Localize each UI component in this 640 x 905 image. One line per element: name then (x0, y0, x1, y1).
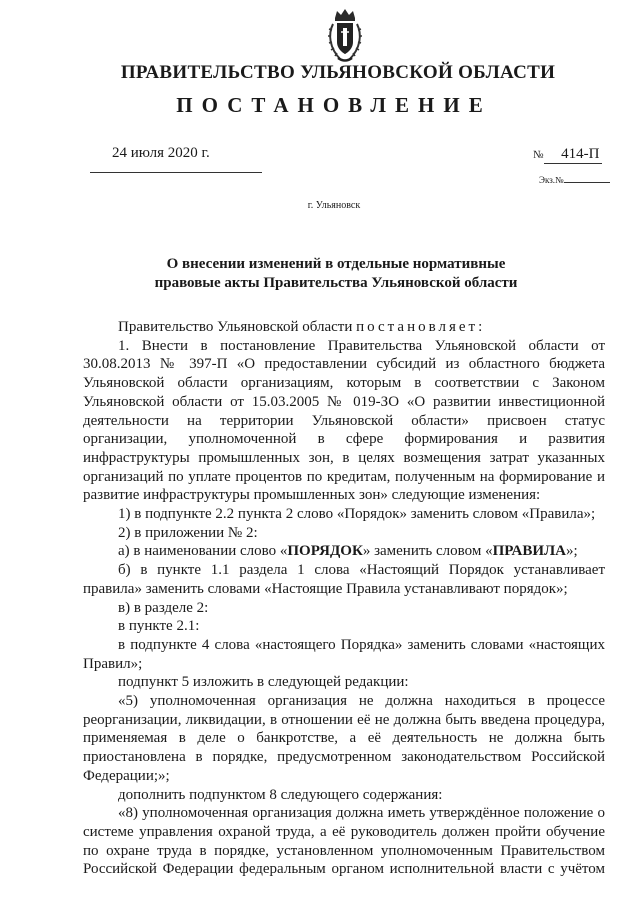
paragraph-subpoint-5-intro: подпункт 5 изложить в следующей редакции: (118, 674, 409, 691)
date-underline (90, 172, 262, 173)
decree-number: 414-П (544, 146, 602, 164)
copy-number-line (564, 182, 610, 183)
decree-body (83, 318, 605, 879)
city-name: г. Ульяновск (307, 200, 361, 211)
paragraph-subpoint-5-text: «5) уполномоченная организация не должна находиться в процессе реорганизации, ликвидации, в отношении её не должна быть введена процедура, применяемая в деле о банкротстве, а её деятельность не должна быть приостановлена в порядке, предусмотренном законодательством Российской Федерации;»; (83, 693, 605, 784)
decree-date: 24 июля 2020 г. (112, 145, 210, 161)
paragraph-letter-a: а) в наименовании слово «ПОРЯДОК» заменить словом «ПРАВИЛА»; (118, 543, 578, 560)
subject-line-1: О внесении изменений в отдельные нормативные (166, 256, 506, 272)
decree-subject (16, 255, 640, 293)
word-pravila: ПРАВИЛА (492, 543, 567, 560)
decree-verb: постановляет: (356, 319, 486, 335)
paragraph-subitem-1: 1) в подпункте 2.2 пункта 2 слово «Порядок» заменить словом «Правила»; (118, 506, 596, 523)
copy-number-block (539, 175, 610, 185)
copy-number-label: Экз.№ (539, 175, 564, 185)
number-sign: № (533, 149, 544, 161)
paragraph-point-2-1: в пункте 2.1: (118, 618, 200, 635)
paragraph-subpoint-8-text: «8) уполномоченная организация должна иметь утверждённое положение о системе управления охраной труда, а её руководитель должен пройти обучение по охране труда в порядке, установленном уполномоченным Правительством Российской Федерации федеральным органом исполнительной власти с учётом (83, 805, 605, 878)
coat-of-arms-icon (327, 8, 363, 64)
word-poryadok: ПОРЯДОК (287, 543, 363, 560)
government-title: ПРАВИТЕЛЬСТВО УЛЬЯНОВСКОЙ ОБЛАСТИ (120, 62, 556, 83)
paragraph-subpoint-4: в подпункте 4 слова «настоящего Порядка» заменить словами «настоящих Правил»; (83, 636, 605, 672)
paragraph-preamble: Правительство Ульяновской области постановляет: (118, 319, 486, 335)
paragraph-subitem-2: 2) в приложении № 2: (118, 524, 258, 541)
paragraph-item-1: 1. Внести в постановление Правительства Ульяновской области от 30.08.2013 № 397-П «О предоставлении субсидий из областного бюджета Ульяновской области организациям, которым в соответствии с Законом Ульяновской области от 15.03.2005 № 019-ЗО «О развитии инвестиционной деятельности на территории Ульяновской области» присвоен статус организации, уполномоченной в сфере формирования и развития инфраструктуры промышленных зон, в целях возмещения затрат указанных организаций по уплате процентов по кредитам, полученным на формирование и развитие инфраструктуры промышленных зон» следующие изменения: (83, 337, 605, 504)
paragraph-subpoint-8-intro: дополнить подпунктом 8 следующего содержания: (118, 786, 443, 803)
subject-line-2: правовые акты Правительства Ульяновской области (154, 275, 518, 291)
decree-number-block (533, 146, 602, 164)
document-type-title: ПОСТАНОВЛЕНИЕ (176, 93, 492, 117)
paragraph-letter-b: б) в пункте 1.1 раздела 1 слова «Настоящий Порядок устанавливает правила» заменить словами «Настоящие Правила устанавливают порядок»; (83, 562, 605, 597)
paragraph-letter-v: в) в разделе 2: (118, 599, 209, 616)
